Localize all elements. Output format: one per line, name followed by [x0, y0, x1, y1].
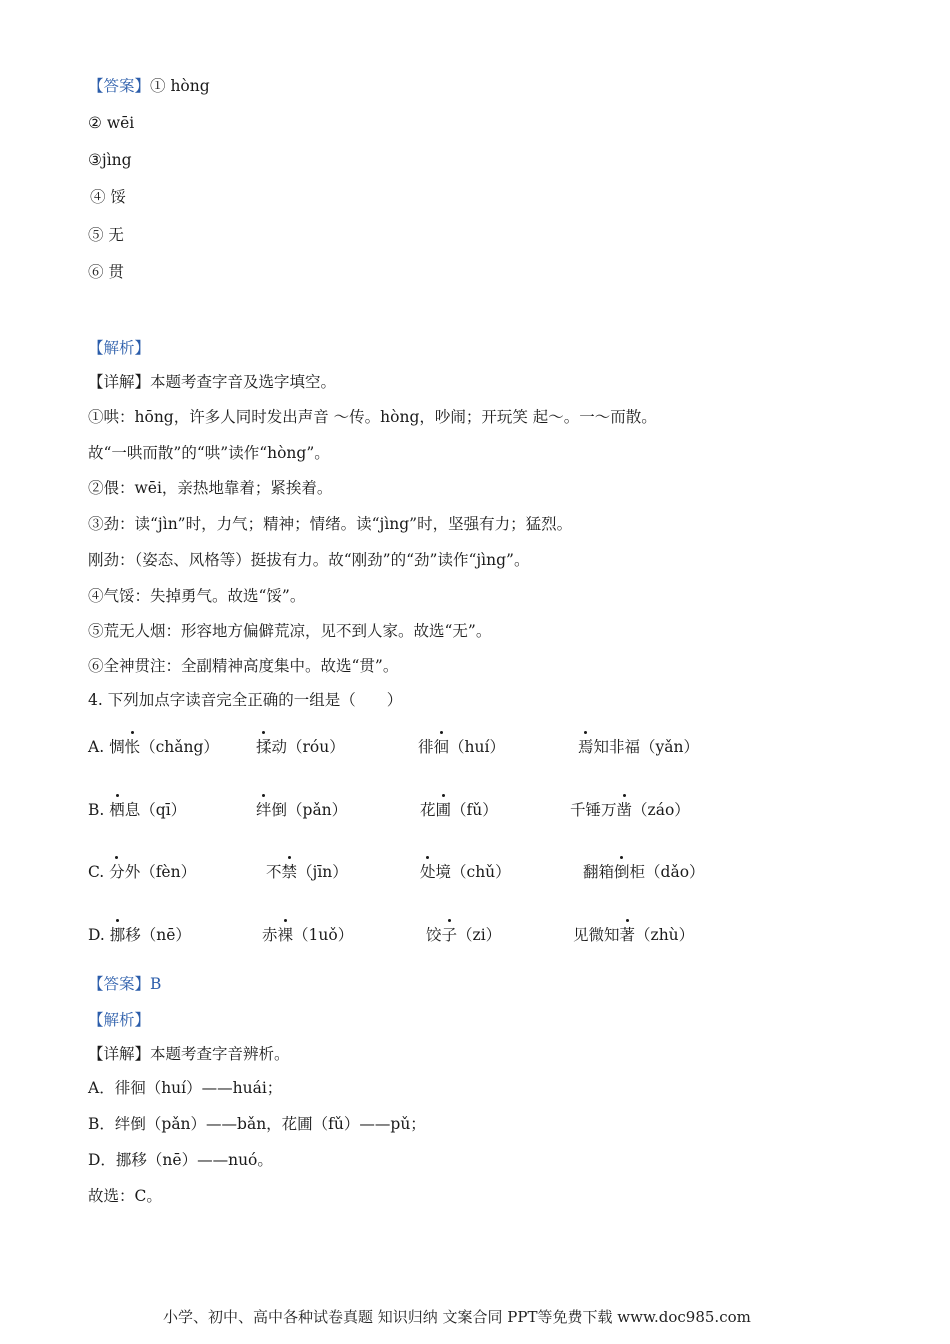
answer-item: ① hòng: [150, 77, 210, 95]
option-b[interactable]: B. 栖息（qī）: [88, 801, 187, 819]
analysis-line: ⑥全神贯注：全副精神高度集中。故选“贯”。: [88, 657, 399, 675]
answer-item: ② wēi: [88, 114, 135, 132]
analysis-line: 故选：C。: [88, 1187, 162, 1205]
dotted-char: 徊: [433, 738, 450, 756]
option-b-item-3: 花圃（fǔ）: [420, 801, 498, 819]
option-letter: C.: [88, 863, 110, 881]
analysis-line: A．徘徊（huí）——huái；: [88, 1079, 283, 1097]
option-letter: D.: [88, 926, 110, 944]
option-c[interactable]: C. 分外（fèn）: [88, 863, 197, 881]
option-c-item-3: 处境（chǔ）: [420, 863, 511, 881]
question-stem: 4. 下列加点字读音完全正确的一组是（ ）: [88, 691, 403, 709]
detail-text: 本题考查字音辨析。: [150, 1045, 290, 1063]
answer-item: ⑤ 无: [88, 226, 124, 244]
dotted-char: 凿: [616, 801, 633, 819]
dotted-char: 处: [420, 863, 436, 881]
dotted-char: 禁: [281, 863, 298, 881]
dotted-char: 栖: [109, 801, 125, 819]
dotted-char: 挪: [109, 926, 126, 944]
option-d-item-4: 见微知著（zhù）: [573, 926, 695, 944]
answer-item: ④ 馁: [90, 188, 126, 206]
dotted-char: 子: [441, 926, 458, 944]
analysis-line: ①哄：hōng，许多人同时发出声音 ～传。hòng，吵闹；开玩笑 起～。一～而散。: [88, 408, 657, 426]
detail-label: 【详解】: [88, 373, 151, 391]
dotted-char: 裸: [277, 926, 294, 944]
option-b-item-2: 绊倒（pǎn）: [256, 801, 348, 819]
analysis-label: 【解析】: [88, 339, 151, 357]
dotted-char: 怅: [124, 738, 141, 756]
analysis-line: ④气馁：失掉勇气。故选“馁”。: [88, 587, 306, 605]
analysis-line: B．绊倒（pǎn）——bǎn，花圃（fǔ）——pǔ；: [88, 1115, 426, 1133]
dotted-char: 分: [109, 863, 125, 881]
page-footer: 小学、初中、高中各种试卷真题 知识归纳 文案合同 PPT等免费下载 www.doc985.com: [163, 1308, 751, 1326]
answer-label: 【答案】: [88, 975, 151, 993]
dotted-char: 绊: [256, 801, 272, 819]
option-a-item-3: 徘徊（huí）: [418, 738, 505, 756]
dotted-char: 揉: [256, 738, 272, 756]
dotted-char: 焉: [578, 738, 594, 756]
option-b-item-4: 千锤万凿（záo）: [570, 801, 690, 819]
dotted-char: 著: [619, 926, 636, 944]
answer-item: ③jìng: [88, 151, 132, 169]
option-a-item-2: 揉动（róu）: [256, 738, 345, 756]
option-a[interactable]: A. 惆怅（chǎng）: [88, 738, 219, 756]
answer-line: [88, 973, 161, 995]
option-d[interactable]: D. 挪移（nē）: [88, 926, 191, 944]
dotted-char: 倒: [614, 863, 630, 881]
detail-line: [88, 1043, 290, 1065]
option-a-item-4: 焉知非福（yǎn）: [578, 738, 699, 756]
answer-value: B: [150, 975, 162, 993]
analysis-line: ③劲：读“jìn”时，力气；精神；情绪。读“jìng”时，坚强有力；猛烈。: [88, 515, 573, 533]
detail-label: 【详解】: [88, 1045, 151, 1063]
analysis-line: D．挪移（nē）——nuó。: [88, 1151, 273, 1169]
detail-text: 本题考查字音及选字填空。: [150, 373, 337, 391]
option-d-item-2: 赤裸（1uǒ）: [262, 926, 354, 944]
option-d-item-3: 饺子（zi）: [426, 926, 502, 944]
answer-item: ⑥ 贯: [88, 263, 124, 281]
analysis-label: 【解析】: [88, 1011, 151, 1029]
dotted-char: 圃: [435, 801, 452, 819]
option-c-item-2: 不禁（jīn）: [266, 863, 348, 881]
analysis-line: ⑤荒无人烟：形容地方偏僻荒凉，见不到人家。故选“无”。: [88, 622, 492, 640]
option-letter: B.: [88, 801, 110, 819]
answer-line-1: [88, 75, 210, 97]
answer-label: 【答案】: [88, 77, 151, 95]
detail-line: [88, 371, 336, 393]
option-c-item-4: 翻箱倒柜（dǎo）: [583, 863, 705, 881]
option-letter: A.: [88, 738, 110, 756]
analysis-line: 故“一哄而散”的“哄”读作“hòng”。: [88, 444, 330, 462]
analysis-line: 刚劲：（姿态、风格等）挺拔有力。故“刚劲”的“劲”读作“jìng”。: [88, 551, 530, 569]
analysis-line: ②偎：wēi，亲热地靠着；紧挨着。: [88, 479, 333, 497]
